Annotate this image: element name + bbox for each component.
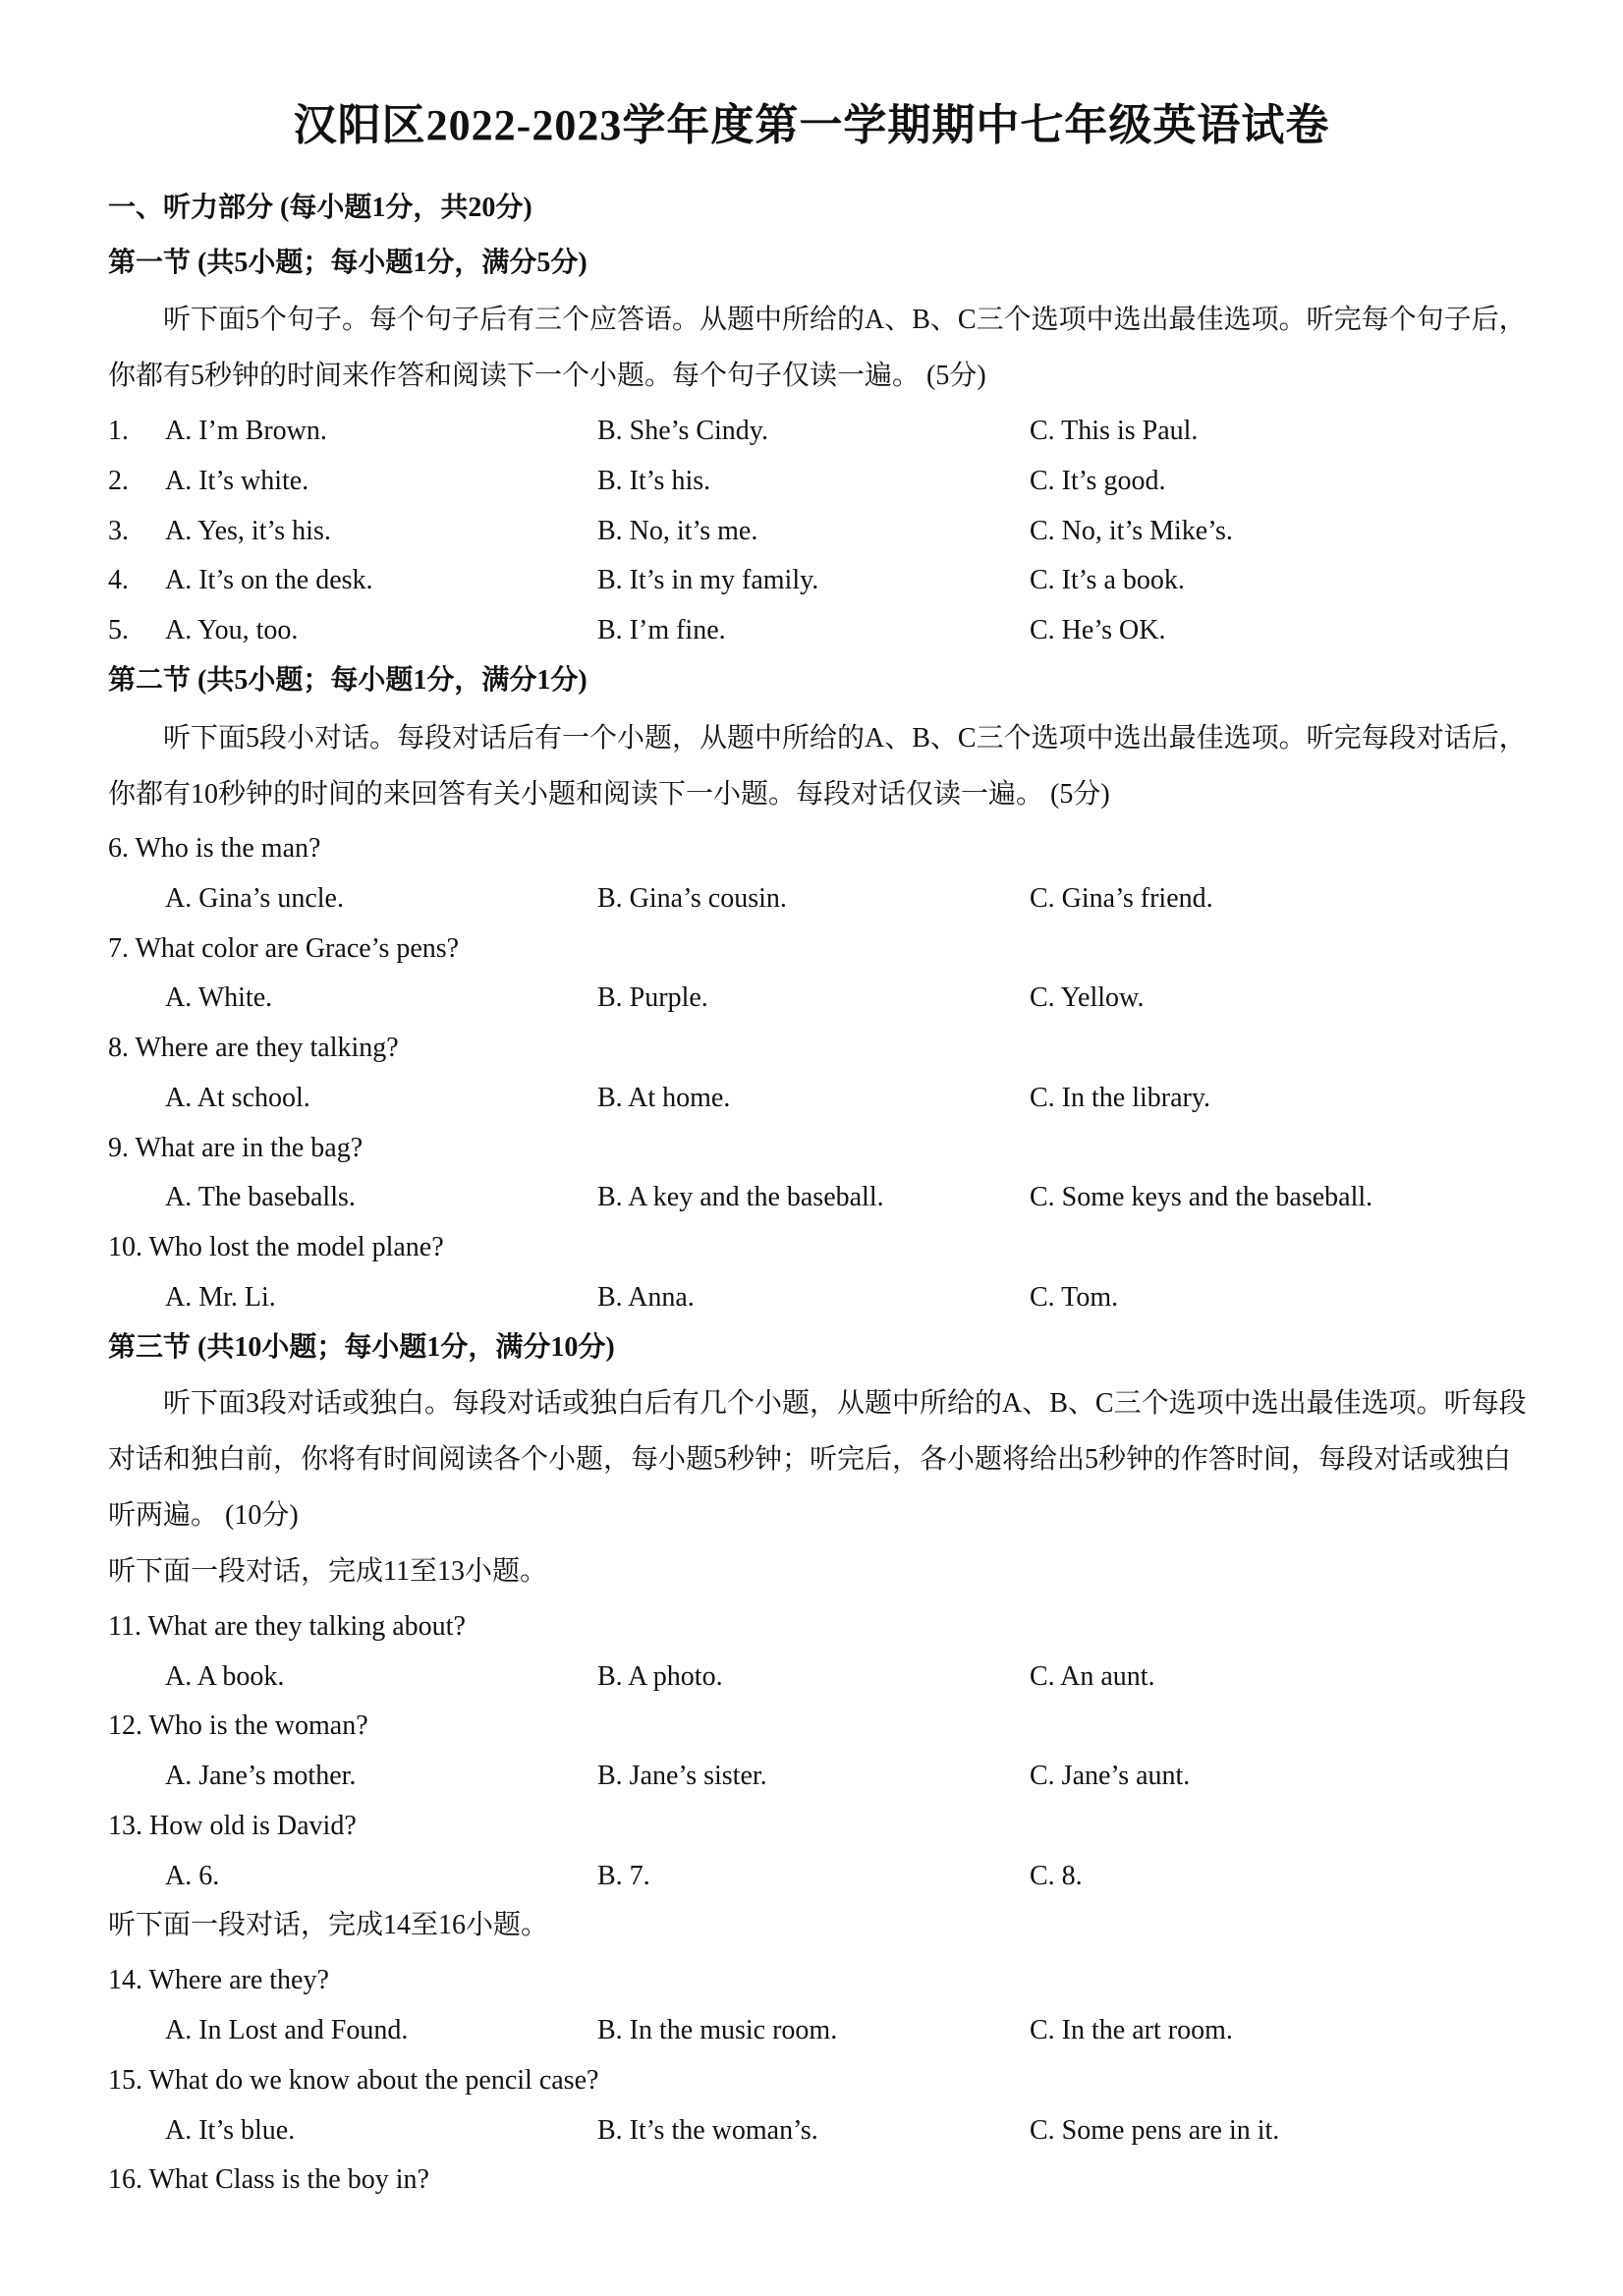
option-b: B. I’m fine. bbox=[597, 615, 726, 645]
option-b: B. It’s his. bbox=[597, 466, 711, 496]
option-c: C. In the art room. bbox=[1030, 2015, 1233, 2045]
option-a: A. The baseballs. bbox=[165, 1182, 356, 1212]
option-a: A. In Lost and Found. bbox=[165, 2015, 409, 2045]
option-a: A. Gina’s uncle. bbox=[165, 883, 344, 914]
question-text: 16. What Class is the boy in? bbox=[108, 2164, 429, 2195]
option-c: C. Jane’s aunt. bbox=[1030, 1761, 1191, 1791]
option-c: C. Some pens are in it. bbox=[1030, 2115, 1280, 2146]
option-a: A. At school. bbox=[165, 1083, 310, 1113]
option-c: C. Gina’s friend. bbox=[1030, 883, 1213, 914]
option-c: C. In the library. bbox=[1030, 1083, 1211, 1113]
section3-instructions bbox=[108, 1375, 1533, 1543]
option-c: C. This is Paul. bbox=[1030, 416, 1199, 446]
option-a: A. It’s white. bbox=[165, 466, 309, 496]
question-text: 15. What do we know about the pencil case? bbox=[108, 2065, 599, 2096]
section1-heading: 第一节 (共5小题；每小题1分，满分5分) bbox=[108, 248, 588, 278]
section1-instructions-text: 听下面5个句子。每个句子后有三个应答语。从题中所给的A、B、C三个选项中选出最佳选项。听完每个句子后，你都有5秒钟的时间来作答和阅读下一个小题。每个句子仅读一遍。 (5分) bbox=[108, 305, 1527, 391]
part1-heading: 一、听力部分 (每小题1分，共20分) bbox=[108, 193, 532, 223]
option-c: C. An aunt. bbox=[1030, 1661, 1155, 1692]
option-b: B. Purple. bbox=[597, 982, 708, 1013]
question-text: 9. What are in the bag? bbox=[108, 1133, 364, 1163]
dialogue2-lead: 听下面一段对话，完成14至16小题。 bbox=[108, 1910, 549, 1940]
option-b: B. A photo. bbox=[597, 1661, 723, 1692]
dialogue1-lead: 听下面一段对话，完成11至13小题。 bbox=[108, 1556, 547, 1587]
section3-heading: 第三节 (共10小题；每小题1分，满分10分) bbox=[108, 1332, 615, 1363]
option-b: B. Jane’s sister. bbox=[597, 1761, 767, 1791]
option-b: B. A key and the baseball. bbox=[597, 1182, 884, 1212]
item-number: 2. bbox=[108, 466, 129, 496]
option-b: B. It’s the woman’s. bbox=[597, 2115, 818, 2146]
option-c: C. Yellow. bbox=[1030, 982, 1145, 1013]
option-b: B. It’s in my family. bbox=[597, 565, 819, 595]
option-c: C. It’s good. bbox=[1030, 466, 1166, 496]
exam-title: 汉阳区2022-2023学年度第一学期期中七年级英语试卷 bbox=[293, 101, 1330, 149]
option-a: A. A book. bbox=[165, 1661, 285, 1692]
option-a: A. White. bbox=[165, 982, 273, 1013]
option-c: C. It’s a book. bbox=[1030, 565, 1185, 595]
question-text: 8. Where are they talking? bbox=[108, 1033, 399, 1063]
option-b: B. In the music room. bbox=[597, 2015, 838, 2045]
section2-heading: 第二节 (共5小题；每小题1分，满分1分) bbox=[108, 665, 588, 696]
item-number: 1. bbox=[108, 416, 129, 446]
item-number: 3. bbox=[108, 516, 129, 546]
item-number: 5. bbox=[108, 615, 129, 645]
option-a: A. 6. bbox=[165, 1861, 220, 1891]
section3-instructions-text: 听下面3段对话或独白。每段对话或独白后有几个小题，从题中所给的A、B、C三个选项中选出最佳选项。听每段对话和独白前，你将有时间阅读各个小题，每小题5秒钟；听完后，各小题将给出5秒钟的作答时间，每段对话或独白听两遍。 (10分) bbox=[108, 1388, 1527, 1531]
question-text: 11. What are they talking about? bbox=[108, 1611, 466, 1642]
option-a: A. It’s blue. bbox=[165, 2115, 296, 2146]
option-a: A. You, too. bbox=[165, 615, 299, 645]
item-number: 4. bbox=[108, 565, 129, 595]
option-b: B. She’s Cindy. bbox=[597, 416, 768, 446]
question-text: 10. Who lost the model plane? bbox=[108, 1232, 444, 1262]
option-c: C. 8. bbox=[1030, 1861, 1083, 1891]
option-a: A. Mr. Li. bbox=[165, 1282, 276, 1313]
section2-instructions bbox=[108, 710, 1533, 822]
question-text: 13. How old is David? bbox=[108, 1811, 357, 1841]
option-c: C. He’s OK. bbox=[1030, 615, 1166, 645]
option-a: A. It’s on the desk. bbox=[165, 565, 373, 595]
question-text: 12. Who is the woman? bbox=[108, 1710, 368, 1741]
question-text: 6. Who is the man? bbox=[108, 833, 321, 864]
question-text: 14. Where are they? bbox=[108, 1965, 329, 1995]
option-c: C. Some keys and the baseball. bbox=[1030, 1182, 1373, 1212]
option-b: B. At home. bbox=[597, 1083, 731, 1113]
option-b: B. 7. bbox=[597, 1861, 650, 1891]
question-text: 7. What color are Grace’s pens? bbox=[108, 933, 460, 964]
option-c: C. Tom. bbox=[1030, 1282, 1119, 1313]
option-b: B. Anna. bbox=[597, 1282, 695, 1313]
option-c: C. No, it’s Mike’s. bbox=[1030, 516, 1233, 546]
option-b: B. No, it’s me. bbox=[597, 516, 758, 546]
option-a: A. Yes, it’s his. bbox=[165, 516, 331, 546]
section2-instructions-text: 听下面5段小对话。每段对话后有一个小题，从题中所给的A、B、C三个选项中选出最佳选项。听完每段对话后，你都有10秒钟的时间的来回答有关小题和阅读下一小题。每段对话仅读一遍。 (5分) bbox=[108, 723, 1527, 810]
section1-instructions bbox=[108, 292, 1533, 404]
option-a: A. Jane’s mother. bbox=[165, 1761, 357, 1791]
option-a: A. I’m Brown. bbox=[165, 416, 327, 446]
option-b: B. Gina’s cousin. bbox=[597, 883, 787, 914]
